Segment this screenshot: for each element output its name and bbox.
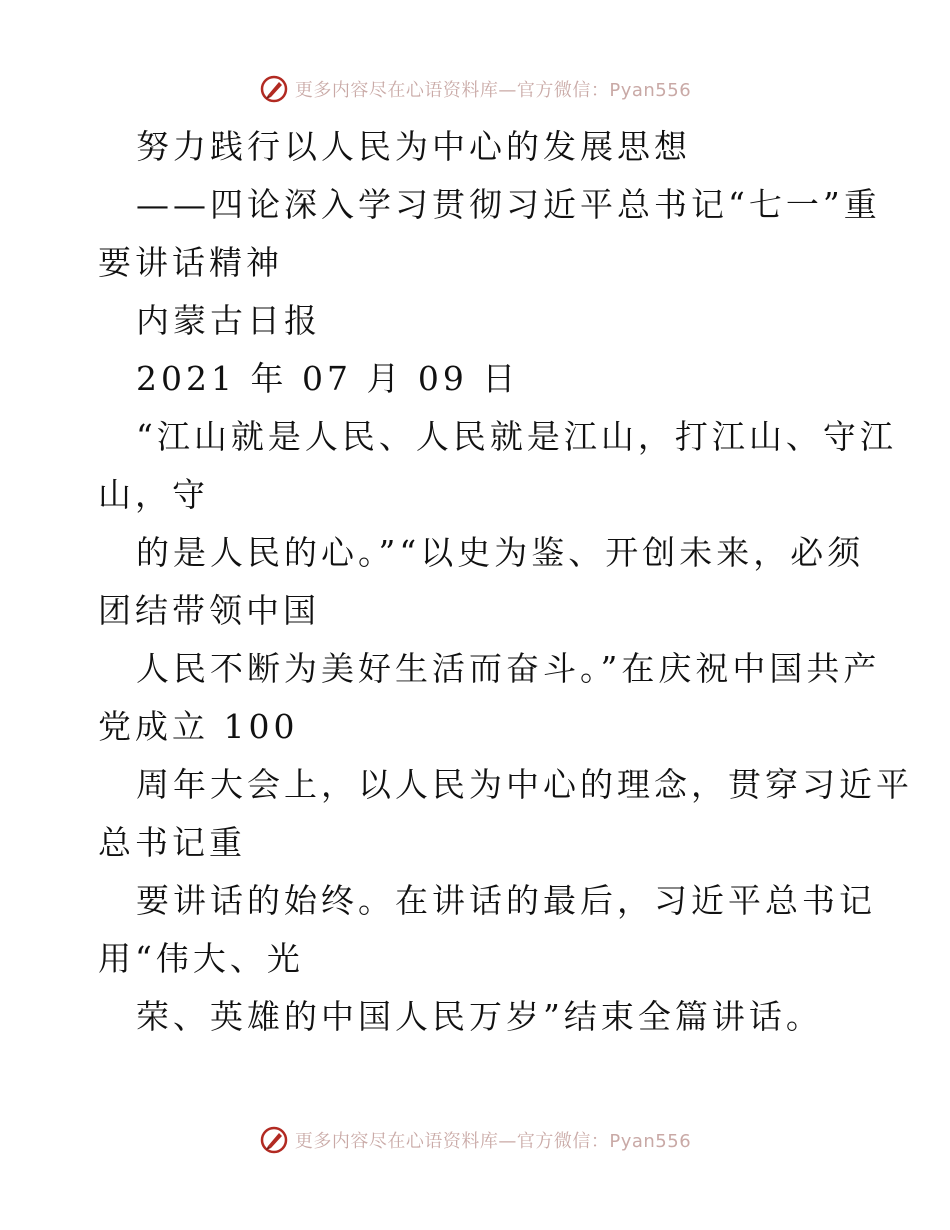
- watermark-text: 更多内容尽在心语资料库—官方微信：Pyan556: [294, 80, 692, 101]
- article-title: 努力践行以人民为中心的发展思想: [136, 127, 691, 166]
- paragraph-line: 荣、英雄的中国人民万岁”结束全篇讲话。: [136, 997, 823, 1036]
- article-subtitle: ——四论深入学习贯彻习近平总书记“七一”重: [136, 185, 881, 224]
- article-subtitle-cont: 要讲话精神: [98, 243, 283, 282]
- paragraph-line: “江山就是人民、人民就是江山，打江山、守江: [136, 417, 897, 456]
- paragraph-line: 用“伟大、光: [98, 939, 304, 978]
- footer-watermark: [0, 1123, 950, 1157]
- header-watermark: [0, 72, 950, 106]
- paragraph-line: 的是人民的心。”“以史为鉴、开创未来，必须: [136, 533, 865, 572]
- pen-logo-icon: [259, 1125, 289, 1155]
- paragraph-line: 党成立 100: [98, 707, 299, 746]
- pen-logo-icon: [259, 74, 289, 104]
- watermark-text: 更多内容尽在心语资料库—官方微信：Pyan556: [294, 1131, 692, 1152]
- article-date: 2021 年 07 月 09 日: [136, 359, 520, 398]
- document-body: [98, 118, 913, 1046]
- paragraph-line: 总书记重: [98, 823, 246, 862]
- paragraph-line: 要讲话的始终。在讲话的最后，习近平总书记: [136, 881, 876, 920]
- paragraph-line: 周年大会上，以人民为中心的理念，贯穿习近平: [136, 765, 913, 804]
- paragraph-line: 人民不断为美好生活而奋斗。”在庆祝中国共产: [136, 649, 881, 688]
- paragraph-line: 团结带领中国: [98, 591, 320, 630]
- paragraph-line: 山，守: [98, 475, 209, 514]
- article-source: 内蒙古日报: [136, 301, 321, 340]
